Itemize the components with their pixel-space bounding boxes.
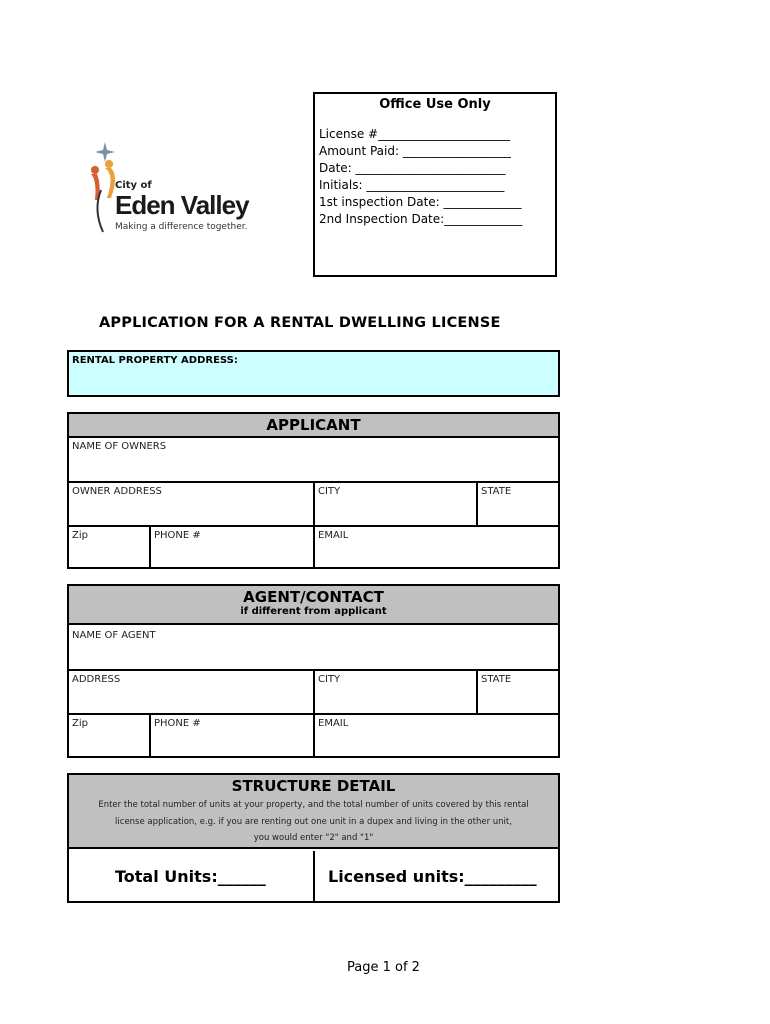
agent-phone-field[interactable] xyxy=(149,715,313,756)
city-logo xyxy=(85,140,255,240)
owner-name-field[interactable] xyxy=(69,438,558,483)
agent-section xyxy=(67,584,560,758)
license-number-field: License #______________________ xyxy=(319,127,511,141)
structure-section xyxy=(67,773,560,903)
agent-heading: AGENT/CONTACT xyxy=(243,588,384,606)
applicant-section xyxy=(67,412,560,569)
agent-state-field[interactable] xyxy=(476,671,558,713)
owner-phone-label: PHONE # xyxy=(154,530,201,541)
owner-address-label[interactable]: OWNER ADDRESS xyxy=(72,486,162,497)
agent-email-field[interactable] xyxy=(313,715,558,756)
structure-heading: STRUCTURE DETAIL xyxy=(231,777,396,795)
rental-property-address-field[interactable] xyxy=(67,350,560,397)
applicant-heading: APPLICANT xyxy=(266,416,361,434)
licensed-units-label: Licensed units:_________ xyxy=(328,867,537,886)
page-number: Page 1 of 2 xyxy=(347,960,420,975)
owner-zip-label[interactable]: Zip xyxy=(72,530,88,541)
agent-state-label: STATE xyxy=(481,674,512,685)
owner-name-label: NAME OF OWNERS xyxy=(72,441,167,452)
owner-state-label: STATE xyxy=(481,486,512,497)
licensed-units-field[interactable] xyxy=(313,851,558,901)
agent-name-field[interactable] xyxy=(69,627,558,671)
logo-city-text: City of xyxy=(115,180,152,191)
agent-header xyxy=(69,586,558,625)
structure-instructions-3: you would enter "2" and "1" xyxy=(253,833,374,843)
office-use-box xyxy=(313,92,557,277)
owner-address-row xyxy=(69,483,558,527)
logo-tagline: Making a difference together. xyxy=(115,222,248,232)
page-title: APPLICATION FOR A RENTAL DWELLING LICENSE xyxy=(99,315,501,331)
agent-address-label[interactable]: ADDRESS xyxy=(72,674,121,685)
agent-subheading: if different from applicant xyxy=(240,606,387,617)
logo-name-text: Eden Valley xyxy=(115,190,249,220)
total-units-field[interactable] xyxy=(69,851,313,901)
structure-header xyxy=(69,775,558,849)
initials-field: Initials: _______________________ xyxy=(319,178,505,192)
second-inspection-field: 2nd Inspection Date:_____________ xyxy=(319,212,523,226)
agent-city-label: CITY xyxy=(318,674,341,685)
owner-contact-row xyxy=(69,527,558,569)
date-field: Date: _________________________ xyxy=(319,161,506,175)
owner-email-label: EMAIL xyxy=(318,530,349,541)
owner-state-field[interactable] xyxy=(476,483,558,525)
agent-zip-label[interactable]: Zip xyxy=(72,718,88,729)
owner-email-field[interactable] xyxy=(313,527,558,569)
applicant-header xyxy=(69,414,558,438)
total-units-label: Total Units:______ xyxy=(115,867,266,886)
agent-contact-row xyxy=(69,715,558,756)
structure-instructions-2: license application, e.g. if you are renting out one unit in a dupex and living in the other unit, xyxy=(115,816,512,827)
agent-name-label: NAME OF AGENT xyxy=(72,630,156,641)
office-use-title: Office Use Only xyxy=(379,97,491,112)
owner-city-label: CITY xyxy=(318,486,341,497)
first-inspection-field: 1st inspection Date: _____________ xyxy=(319,195,522,209)
agent-phone-label: PHONE # xyxy=(154,718,201,729)
agent-address-row xyxy=(69,671,558,715)
structure-instructions-1: Enter the total number of units at your property, and the total number of units covered by this rental xyxy=(98,800,529,810)
rental-property-address-label: RENTAL PROPERTY ADDRESS: xyxy=(72,355,238,366)
amount-paid-field: Amount Paid: __________________ xyxy=(319,144,511,158)
agent-email-label: EMAIL xyxy=(318,718,349,729)
owner-phone-field[interactable] xyxy=(149,527,313,569)
